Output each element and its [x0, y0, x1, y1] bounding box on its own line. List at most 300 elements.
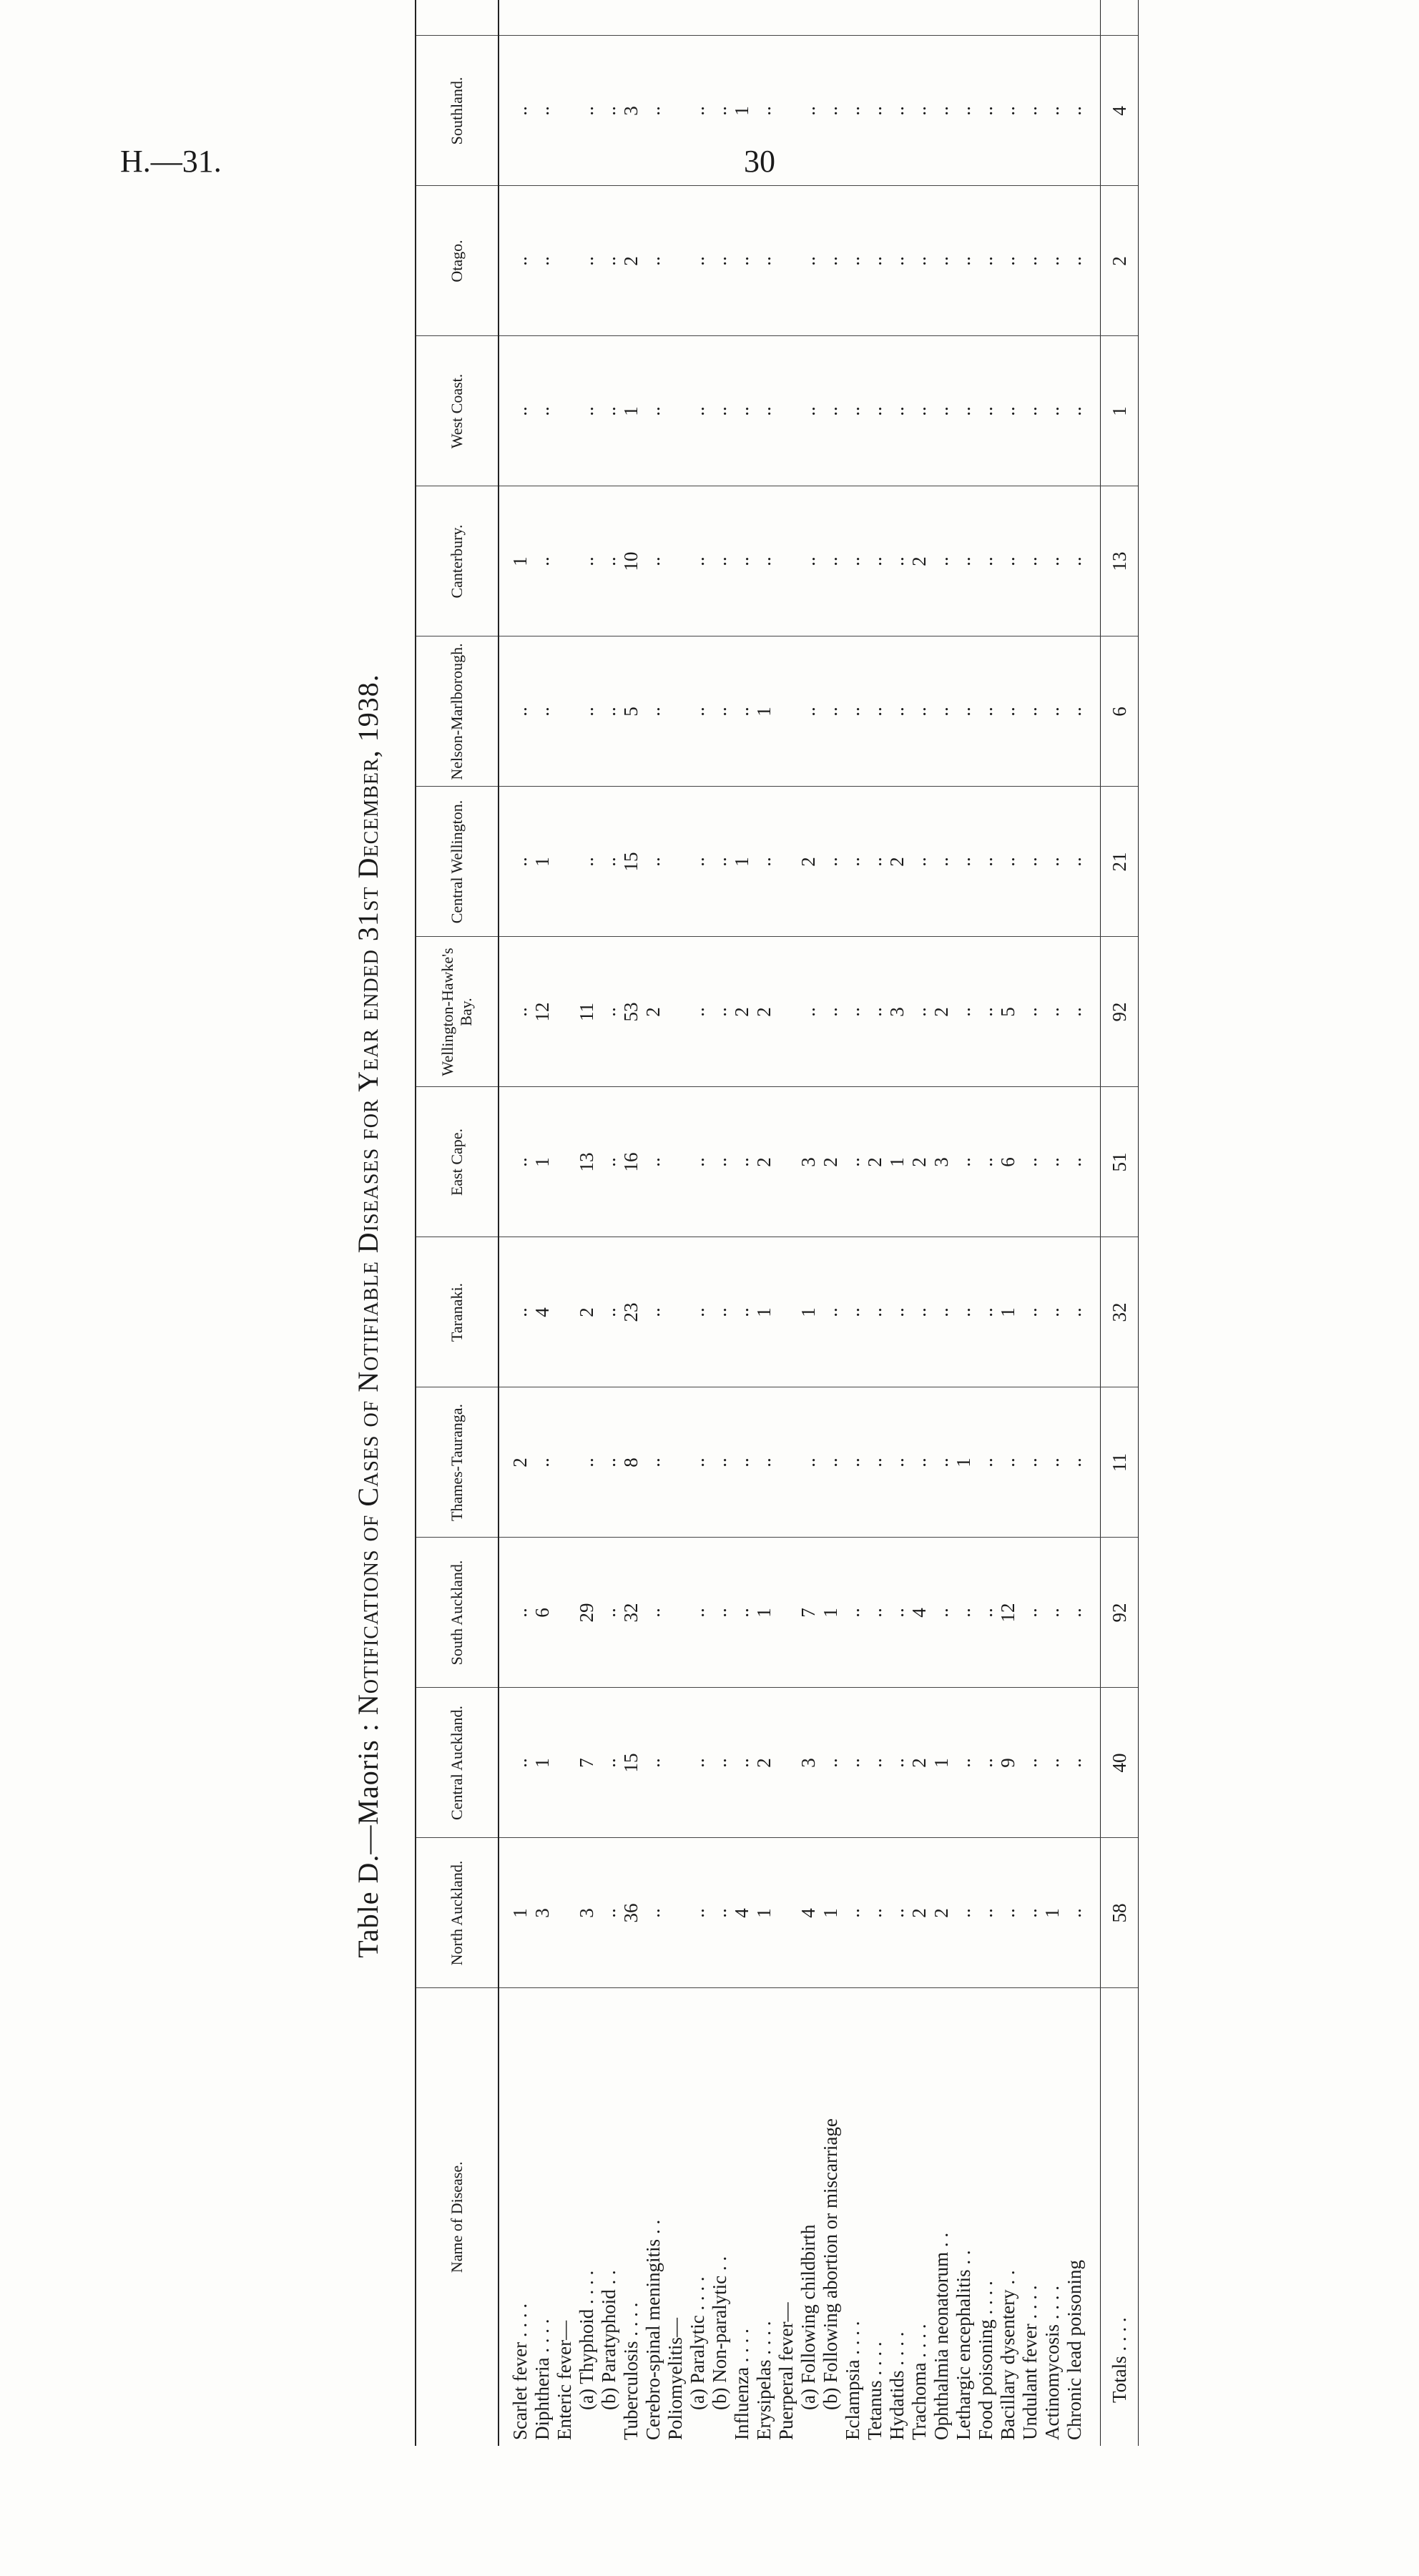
- total-count: [1101, 0, 1139, 36]
- case-count: ..: [1041, 937, 1064, 1087]
- case-count: 2: [908, 1688, 931, 1838]
- case-count: ..: [1019, 1087, 1041, 1237]
- case-count: ..: [997, 1838, 1019, 1988]
- case-count: [1019, 0, 1041, 36]
- case-count: ..: [598, 1237, 620, 1387]
- case-count: ..: [886, 1538, 908, 1688]
- case-count: ..: [886, 1387, 908, 1538]
- total-count: 2: [1101, 186, 1139, 336]
- case-count: ..: [886, 636, 908, 787]
- case-count: 3: [886, 937, 908, 1087]
- case-count: [931, 0, 953, 36]
- case-count: 9: [997, 1688, 1019, 1838]
- case-count: ..: [598, 1387, 620, 1538]
- disease-name: (b) Non-paralytic . .: [709, 1988, 731, 2446]
- table-row: [931, 0, 953, 2446]
- case-count: 6: [997, 1087, 1019, 1237]
- case-count: 29: [576, 1538, 598, 1688]
- case-count: ..: [864, 186, 886, 336]
- case-count: ..: [997, 486, 1019, 636]
- case-count: 2: [886, 787, 908, 937]
- case-count: ..: [598, 1838, 620, 1988]
- case-count: [554, 1688, 576, 1838]
- case-count: ..: [842, 186, 864, 336]
- case-count: ..: [598, 636, 620, 787]
- case-count: ..: [642, 486, 664, 636]
- case-count: ..: [1019, 1688, 1041, 1838]
- case-count: [664, 937, 687, 1087]
- case-count: ..: [642, 336, 664, 486]
- case-count: ..: [975, 636, 997, 787]
- case-count: ..: [499, 1688, 531, 1838]
- case-count: ..: [886, 486, 908, 636]
- case-count: ..: [499, 1237, 531, 1387]
- column-header: Central Wellington.: [416, 787, 499, 937]
- case-count: [753, 0, 775, 36]
- case-count: 1: [886, 1087, 908, 1237]
- case-count: ..: [931, 186, 953, 336]
- case-count: ..: [1064, 1538, 1101, 1688]
- case-count: 11: [576, 937, 598, 1087]
- case-count: 15: [620, 787, 642, 937]
- case-count: ..: [797, 937, 820, 1087]
- case-count: 1: [820, 1838, 842, 1988]
- case-count: [908, 0, 931, 36]
- case-count: ..: [531, 486, 554, 636]
- column-header: [416, 0, 499, 36]
- case-count: 10: [620, 486, 642, 636]
- case-count: ..: [820, 36, 842, 186]
- case-count: ..: [1064, 636, 1101, 787]
- case-count: ..: [642, 636, 664, 787]
- case-count: ..: [687, 186, 709, 336]
- case-count: [886, 0, 908, 36]
- case-count: 2: [731, 937, 753, 1087]
- case-count: 7: [797, 1538, 820, 1688]
- case-count: 1: [531, 1688, 554, 1838]
- case-count: ..: [931, 336, 953, 486]
- case-count: ..: [687, 1538, 709, 1688]
- table-row: [554, 0, 576, 2446]
- table-row: [820, 0, 842, 2446]
- case-count: ..: [642, 1087, 664, 1237]
- case-count: ..: [499, 1087, 531, 1237]
- total-count: 58: [1101, 1838, 1139, 1988]
- case-count: ..: [1041, 486, 1064, 636]
- case-count: 36: [620, 1838, 642, 1988]
- case-count: ..: [1064, 486, 1101, 636]
- case-count: 2: [797, 787, 820, 937]
- disease-name: Food poisoning . . . .: [975, 1988, 997, 2446]
- column-header: South Auckland.: [416, 1538, 499, 1688]
- case-count: ..: [731, 636, 753, 787]
- case-count: ..: [753, 1387, 775, 1538]
- case-count: ..: [842, 636, 864, 787]
- case-count: ..: [1019, 937, 1041, 1087]
- case-count: [664, 787, 687, 937]
- case-count: 3: [797, 1087, 820, 1237]
- case-count: ..: [820, 1387, 842, 1538]
- case-count: [554, 636, 576, 787]
- case-count: [775, 787, 797, 937]
- case-count: [1041, 0, 1064, 36]
- case-count: ..: [499, 1538, 531, 1688]
- case-count: ..: [975, 937, 997, 1087]
- total-count: 13: [1101, 486, 1139, 636]
- case-count: 8: [620, 1387, 642, 1538]
- table-row: [953, 0, 975, 2446]
- case-count: [642, 0, 664, 36]
- case-count: ..: [842, 787, 864, 937]
- case-count: 2: [908, 1087, 931, 1237]
- disease-name: Ophthalmia neonatorum . .: [931, 1988, 953, 2446]
- disease-name: Poliomyelitis—: [664, 1988, 687, 2446]
- case-count: 53: [620, 937, 642, 1087]
- case-count: ..: [953, 336, 975, 486]
- case-count: ..: [931, 636, 953, 787]
- case-count: ..: [1064, 1688, 1101, 1838]
- case-count: ..: [1019, 1387, 1041, 1538]
- case-count: [731, 0, 753, 36]
- disease-name: (a) Paralytic . . . .: [687, 1988, 709, 2446]
- case-count: ..: [864, 937, 886, 1087]
- case-count: ..: [842, 1237, 864, 1387]
- case-count: ..: [842, 1087, 864, 1237]
- case-count: [554, 0, 576, 36]
- disease-name: Undulant fever . . . .: [1019, 1988, 1041, 2446]
- case-count: ..: [687, 36, 709, 186]
- case-count: ..: [975, 1688, 997, 1838]
- case-count: [775, 1387, 797, 1538]
- case-count: ..: [931, 1538, 953, 1688]
- case-count: ..: [1064, 787, 1101, 937]
- case-count: ..: [975, 336, 997, 486]
- case-count: ..: [709, 636, 731, 787]
- disease-name: Hydatids . . . .: [886, 1988, 908, 2446]
- case-count: ..: [576, 787, 598, 937]
- case-count: ..: [1019, 36, 1041, 186]
- total-count: 4: [1101, 36, 1139, 186]
- page-number: 30: [744, 144, 775, 179]
- case-count: [842, 0, 864, 36]
- header-row: [416, 0, 499, 2446]
- case-count: ..: [1064, 36, 1101, 186]
- case-count: ..: [1019, 1538, 1041, 1688]
- case-count: ..: [576, 1387, 598, 1538]
- case-count: ..: [709, 1838, 731, 1988]
- case-count: ..: [731, 1538, 753, 1688]
- case-count: 1: [820, 1538, 842, 1688]
- case-count: ..: [975, 1838, 997, 1988]
- case-count: ..: [953, 1838, 975, 1988]
- case-count: 1: [953, 1387, 975, 1538]
- case-count: [775, 36, 797, 186]
- case-count: ..: [1064, 186, 1101, 336]
- disease-name: Bacillary dysentery . .: [997, 1988, 1019, 2446]
- disease-name: Eclampsia . . . .: [842, 1988, 864, 2446]
- table-row: [620, 0, 642, 2446]
- case-count: [775, 937, 797, 1087]
- case-count: [664, 1538, 687, 1688]
- case-count: ..: [1041, 336, 1064, 486]
- total-count: 11: [1101, 1387, 1139, 1538]
- case-count: ..: [886, 336, 908, 486]
- table-row: [642, 0, 664, 2446]
- case-count: ..: [709, 1688, 731, 1838]
- case-count: ..: [753, 36, 775, 186]
- case-count: [664, 636, 687, 787]
- case-count: [775, 186, 797, 336]
- column-header-disease: Name of Disease.: [416, 1988, 499, 2446]
- disease-name: Diphtheria . . . .: [531, 1988, 554, 2446]
- case-count: [709, 0, 731, 36]
- case-count: ..: [499, 36, 531, 186]
- table-row: [797, 0, 820, 2446]
- case-count: ..: [1019, 1237, 1041, 1387]
- total-count: 51: [1101, 1087, 1139, 1237]
- case-count: ..: [709, 1087, 731, 1237]
- case-count: 2: [499, 1387, 531, 1538]
- case-count: ..: [1041, 1688, 1064, 1838]
- case-count: ..: [842, 1688, 864, 1838]
- case-count: ..: [931, 486, 953, 636]
- case-count: ..: [531, 36, 554, 186]
- case-count: 3: [797, 1688, 820, 1838]
- case-count: 6: [531, 1538, 554, 1688]
- case-count: ..: [642, 1237, 664, 1387]
- case-count: ..: [1019, 636, 1041, 787]
- case-count: ..: [642, 1688, 664, 1838]
- case-count: ..: [731, 186, 753, 336]
- column-header: Wellington-Hawke's Bay.: [416, 937, 499, 1087]
- case-count: ..: [598, 36, 620, 186]
- disease-name: Lethargic encephalitis . .: [953, 1988, 975, 2446]
- case-count: ..: [731, 1387, 753, 1538]
- table-row: [886, 0, 908, 2446]
- case-count: ..: [1064, 1387, 1101, 1538]
- case-count: [975, 0, 997, 36]
- case-count: ..: [842, 1838, 864, 1988]
- case-count: ..: [820, 336, 842, 486]
- case-count: [554, 1087, 576, 1237]
- case-count: ..: [642, 787, 664, 937]
- case-count: ..: [931, 1237, 953, 1387]
- case-count: 3: [931, 1087, 953, 1237]
- case-count: 4: [531, 1237, 554, 1387]
- case-count: ..: [797, 636, 820, 787]
- case-count: ..: [931, 1387, 953, 1538]
- case-count: [864, 0, 886, 36]
- case-count: 2: [753, 937, 775, 1087]
- disease-name: (a) Following childbirth: [797, 1988, 820, 2446]
- disease-name: Erysipelas . . . .: [753, 1988, 775, 2446]
- case-count: 5: [997, 937, 1019, 1087]
- case-count: ..: [709, 1538, 731, 1688]
- case-count: 4: [731, 1838, 753, 1988]
- case-count: ..: [687, 1838, 709, 1988]
- case-count: ..: [709, 336, 731, 486]
- table-row: [775, 0, 797, 2446]
- case-count: ..: [908, 1237, 931, 1387]
- case-count: ..: [531, 336, 554, 486]
- case-count: ..: [642, 1838, 664, 1988]
- case-count: ..: [709, 36, 731, 186]
- case-count: ..: [753, 787, 775, 937]
- case-count: ..: [1041, 787, 1064, 937]
- case-count: ..: [842, 937, 864, 1087]
- table-row: [864, 0, 886, 2446]
- case-count: ..: [975, 1387, 997, 1538]
- case-count: ..: [908, 636, 931, 787]
- column-header: Southland.: [416, 36, 499, 186]
- case-count: [531, 0, 554, 36]
- column-header: West Coast.: [416, 336, 499, 486]
- case-count: [664, 336, 687, 486]
- case-count: ..: [953, 486, 975, 636]
- column-header: Nelson-Marlborough.: [416, 636, 499, 787]
- case-count: [820, 0, 842, 36]
- table-row: [908, 0, 931, 2446]
- case-count: ..: [687, 1087, 709, 1237]
- case-count: ..: [820, 1688, 842, 1838]
- column-header: North Auckland.: [416, 1838, 499, 1988]
- case-count: [554, 1538, 576, 1688]
- case-count: ..: [731, 486, 753, 636]
- case-count: ..: [820, 937, 842, 1087]
- table-caption: [343, 143, 393, 2489]
- case-count: ..: [709, 787, 731, 937]
- case-count: ..: [820, 186, 842, 336]
- case-count: ..: [531, 1387, 554, 1538]
- case-count: 2: [908, 1838, 931, 1988]
- column-header: Thames-Tauranga.: [416, 1387, 499, 1538]
- case-count: [664, 486, 687, 636]
- case-count: [775, 0, 797, 36]
- case-count: ..: [886, 1237, 908, 1387]
- case-count: 1: [731, 787, 753, 937]
- case-count: ..: [709, 1237, 731, 1387]
- case-count: 1: [1041, 1838, 1064, 1988]
- case-count: ..: [975, 1087, 997, 1237]
- case-count: ..: [687, 636, 709, 787]
- case-count: [554, 336, 576, 486]
- case-count: ..: [1019, 787, 1041, 937]
- case-count: ..: [687, 1237, 709, 1387]
- case-count: ..: [953, 1688, 975, 1838]
- table-row: [531, 0, 554, 2446]
- case-count: [775, 486, 797, 636]
- caption-prefix: Table D.—Maoris :: [352, 1723, 384, 1958]
- case-count: ..: [864, 1387, 886, 1538]
- case-count: ..: [908, 787, 931, 937]
- total-count: 40: [1101, 1688, 1139, 1838]
- case-count: 1: [753, 636, 775, 787]
- case-count: ..: [953, 636, 975, 787]
- case-count: ..: [997, 36, 1019, 186]
- case-count: ..: [642, 1387, 664, 1538]
- total-count: 92: [1101, 937, 1139, 1087]
- column-header: Central Auckland.: [416, 1688, 499, 1838]
- case-count: ..: [576, 486, 598, 636]
- case-count: ..: [642, 36, 664, 186]
- case-count: ..: [1041, 1387, 1064, 1538]
- case-count: 1: [499, 486, 531, 636]
- table-row: [975, 0, 997, 2446]
- case-count: ..: [975, 787, 997, 937]
- case-count: 1: [731, 36, 753, 186]
- total-count: 32: [1101, 1237, 1139, 1387]
- table-row: [598, 0, 620, 2446]
- case-count: ..: [598, 336, 620, 486]
- page-reference: H.—31.: [120, 144, 222, 179]
- case-count: ..: [1019, 336, 1041, 486]
- case-count: 2: [908, 486, 931, 636]
- case-count: [554, 1838, 576, 1988]
- case-count: ..: [886, 186, 908, 336]
- disease-name: Actinomycosis . . . .: [1041, 1988, 1064, 2446]
- case-count: ..: [531, 186, 554, 336]
- case-count: ..: [975, 186, 997, 336]
- case-count: ..: [864, 1237, 886, 1387]
- column-header: Canterbury.: [416, 486, 499, 636]
- case-count: 12: [531, 937, 554, 1087]
- case-count: ..: [797, 486, 820, 636]
- case-count: ..: [997, 336, 1019, 486]
- disease-name: Chronic lead poisoning: [1064, 1988, 1101, 2446]
- case-count: ..: [931, 36, 953, 186]
- case-count: [554, 1387, 576, 1538]
- case-count: ..: [709, 186, 731, 336]
- case-count: [775, 1838, 797, 1988]
- case-count: [664, 1838, 687, 1988]
- totals-label: Totals . . . .: [1101, 1988, 1139, 2446]
- case-count: 2: [642, 937, 664, 1087]
- case-count: ..: [820, 1237, 842, 1387]
- case-count: ..: [576, 186, 598, 336]
- case-count: [664, 36, 687, 186]
- case-count: [554, 787, 576, 937]
- case-count: ..: [499, 636, 531, 787]
- case-count: 12: [997, 1538, 1019, 1688]
- case-count: ..: [997, 186, 1019, 336]
- table-row: [687, 0, 709, 2446]
- case-count: ..: [975, 36, 997, 186]
- case-count: ..: [1019, 486, 1041, 636]
- case-count: 2: [753, 1688, 775, 1838]
- case-count: ..: [687, 787, 709, 937]
- case-count: ..: [842, 1538, 864, 1688]
- case-count: ..: [499, 787, 531, 937]
- case-count: ..: [864, 486, 886, 636]
- case-count: ..: [731, 1237, 753, 1387]
- case-count: [775, 1538, 797, 1688]
- case-count: ..: [642, 1538, 664, 1688]
- case-count: ..: [953, 1237, 975, 1387]
- case-count: ..: [731, 1087, 753, 1237]
- case-count: [797, 0, 820, 36]
- disease-name: (b) Following abortion or miscarriage: [820, 1988, 842, 2446]
- case-count: ..: [642, 186, 664, 336]
- case-count: 1: [620, 336, 642, 486]
- table-row: [499, 0, 531, 2446]
- case-count: ..: [797, 36, 820, 186]
- case-count: 2: [576, 1237, 598, 1387]
- case-count: ..: [598, 937, 620, 1087]
- case-count: ..: [1064, 1237, 1101, 1387]
- case-count: 1: [499, 1838, 531, 1988]
- case-count: ..: [598, 1538, 620, 1688]
- table-row: [576, 0, 598, 2446]
